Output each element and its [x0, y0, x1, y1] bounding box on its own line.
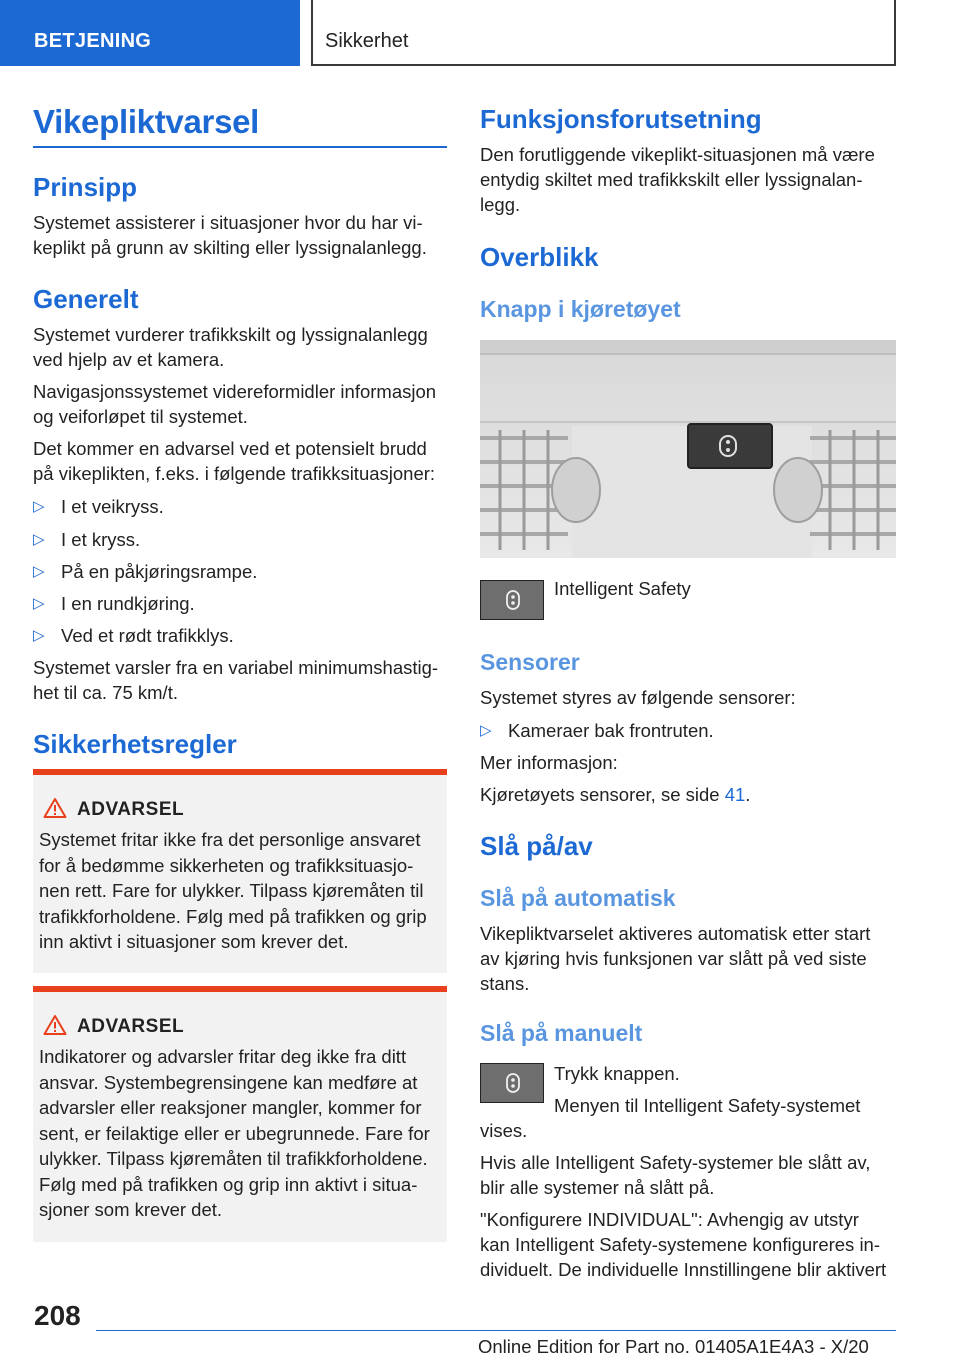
- header-section-tab: [0, 0, 300, 66]
- sensorer-reference: Kjøretøyets sensorer, se side 41.: [480, 784, 751, 805]
- footer-rule: [96, 1330, 896, 1331]
- warning-triangle-icon: [43, 1014, 67, 1036]
- funksjon-line-2: entydig skiltet med trafikkskilt eller lyssignalan-: [480, 169, 863, 190]
- intelligent-safety-button-icon: [480, 1063, 544, 1103]
- console-button-image: [480, 340, 896, 558]
- menu-line-1: Menyen til Intelligent Safety-systemet: [554, 1095, 861, 1116]
- slaa-p1-line-2: blir alle systemer nå slått på.: [480, 1177, 715, 1198]
- heading-slaa-paa-automatisk: Slå på automatisk: [480, 885, 676, 911]
- warning-triangle-icon: [43, 797, 67, 819]
- generelt-p2-line-1: Navigasjonssystemet videreformidler informasjon: [33, 381, 437, 402]
- warning-box-1: [33, 769, 447, 973]
- generelt-p1-line-2: ved hjelp av et kamera.: [33, 349, 225, 370]
- warning-title: ADVARSEL: [77, 1016, 185, 1037]
- intelligent-safety-label: Intelligent Safety: [554, 578, 691, 599]
- slaa-p1-line-1: Hvis alle Intelligent Safety-systemer ble slått av,: [480, 1152, 871, 1173]
- triangle-bullet-icon: ▷: [480, 722, 492, 739]
- auto-line-1: Vikepliktvarselet aktiveres automatisk etter start: [480, 923, 871, 944]
- heading-knapp: Knapp i kjøretøyet: [480, 296, 681, 322]
- safety-icon: [506, 1073, 520, 1093]
- header-topic-label: Sikkerhet: [325, 30, 409, 52]
- sensorer-line-1: Systemet styres av følgende sensorer:: [480, 687, 796, 708]
- triangle-bullet-icon: ▷: [33, 498, 45, 515]
- slaa-p2-line-3: dividuelt. De individuelle Innstillingene blir aktivert: [480, 1259, 887, 1280]
- intelligent-safety-button-icon: [480, 580, 544, 620]
- footer-edition: Online Edition for Part no. 01405A1E4A3 - X/20: [478, 1336, 869, 1357]
- page-title: Vikepliktvarsel: [33, 103, 260, 140]
- warning-text: Systemet fritar ikke fra det personlige ansvaret for å bedømme sikkerheten og trafikksituasjo- nen rett. Fare for ulykker. Tilpass kjøremåten til trafikkforholdene. Følg med på trafikken og grip inn aktivt i situasjoner som krever det.: [39, 829, 427, 952]
- generelt-p1-line-1: Systemet vurderer trafikkskilt og lyssignalanlegg: [33, 324, 428, 345]
- heading-slaa-paa-av: Slå på/av: [480, 831, 593, 861]
- generelt-p3-line-1: Det kommer en advarsel ved et potensielt brudd: [33, 438, 427, 459]
- triangle-bullet-icon: ▷: [33, 563, 45, 580]
- triangle-bullet-icon: ▷: [33, 627, 45, 644]
- generelt-p2-line-2: og veiforløpet til systemet.: [33, 406, 248, 427]
- warning-title: ADVARSEL: [77, 799, 185, 820]
- heading-funksjonsforutsetning: Funksjonsforutsetning: [480, 104, 762, 134]
- page-link-41[interactable]: 41: [724, 784, 746, 805]
- auto-line-2: av kjøring hvis funksjonen var slått på ved siste: [480, 948, 867, 969]
- funksjon-line-3: legg.: [480, 194, 521, 215]
- warning-box-2: [33, 986, 447, 1242]
- header-section-label: BETJENING: [34, 30, 152, 52]
- header-topic-box: [311, 0, 896, 66]
- slaa-p2-line-2: kan Intelligent Safety-systemene konfigureres in-: [480, 1234, 881, 1255]
- heading-sensorer: Sensorer: [480, 649, 580, 675]
- triangle-bullet-icon: ▷: [33, 531, 45, 548]
- menu-line-2: vises.: [480, 1120, 528, 1141]
- prinsipp-line-2: keplikt på grunn av skilting eller lyssignalanlegg.: [33, 237, 427, 258]
- title-rule: [33, 146, 447, 148]
- prinsipp-line-1: Systemet assisterer i situasjoner hvor du har vi-: [33, 212, 423, 233]
- heading-sikkerhetsregler: Sikkerhetsregler: [33, 729, 237, 759]
- page-number: 208: [34, 1300, 81, 1331]
- heading-generelt: Generelt: [33, 284, 139, 314]
- warning-text: Indikatorer og advarsler fritar deg ikke fra ditt ansvar. Systembegrensingene kan medføre at advarsler eller reaksjoner mangler, kommer for sent, er feilaktige eller er ubegrunnede. Fare for ulykker. Tilpass kjøremåten til trafikkforholdene. Følg med på trafikken og grip inn aktivt i situa- sjoner som krever det.: [39, 1046, 430, 1220]
- slaa-p2-line-1: "Konfigurere INDIVIDUAL": Avhengig av utstyr: [480, 1209, 859, 1230]
- console-illustration: [480, 340, 896, 558]
- generelt-p4-line-2: het til ca. 75 km/t.: [33, 682, 178, 703]
- manual-step: Trykk knappen.: [554, 1063, 680, 1084]
- funksjon-line-1: Den forutliggende vikeplikt-situasjonen må være: [480, 144, 875, 165]
- heading-slaa-paa-manuelt: Slå på manuelt: [480, 1020, 643, 1046]
- safety-icon: [506, 590, 520, 610]
- heading-prinsipp: Prinsipp: [33, 172, 138, 202]
- heading-overblikk: Overblikk: [480, 242, 599, 272]
- triangle-bullet-icon: ▷: [33, 595, 45, 612]
- generelt-p3-line-2: på vikeplikten, f.eks. i følgende trafikksituasjoner:: [33, 463, 436, 484]
- generelt-p4-line-1: Systemet varsler fra en variabel minimumshastig-: [33, 657, 439, 678]
- auto-line-3: stans.: [480, 973, 530, 994]
- sensorer-more: Mer informasjon:: [480, 752, 618, 773]
